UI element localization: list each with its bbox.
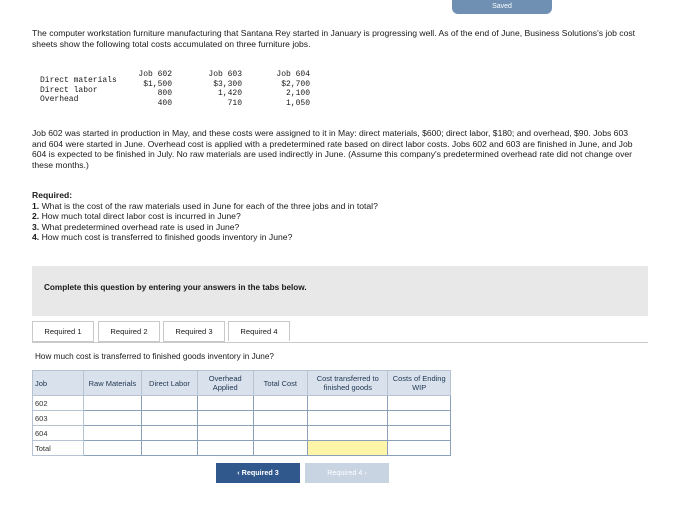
chevron-right-icon: › — [364, 468, 367, 477]
column-header: Job — [33, 371, 84, 396]
row-label: Direct materials — [40, 76, 117, 85]
required-item: 2. How much total direct labor cost is incurred in June? — [32, 211, 241, 221]
overhead-applied-input[interactable] — [197, 411, 253, 426]
direct-labor-input[interactable] — [142, 396, 198, 411]
tab-required-3[interactable]: Required 3 — [163, 321, 225, 342]
cost-value: 1,050 — [285, 98, 310, 108]
instruction-banner — [32, 266, 648, 316]
raw-materials-input[interactable] — [83, 396, 141, 411]
job-header: Job 604 — [276, 70, 310, 79]
cost-value: 400 — [157, 98, 172, 108]
cost-transferred-input[interactable] — [308, 411, 388, 426]
table-row — [33, 396, 451, 411]
cost-value: 710 — [227, 98, 242, 108]
row-label: Direct labor — [40, 85, 98, 95]
total-cost-input[interactable] — [253, 441, 308, 456]
cost-transferred-input[interactable] — [308, 396, 388, 411]
job-header: Job 602 — [138, 70, 172, 79]
cost-value: $1,500 — [143, 79, 172, 89]
instruction-text: Complete this question by entering your answers in the tabs below. — [44, 283, 307, 292]
job-details-paragraph: Job 602 was started in production in May, and these costs were assigned to it in May: direct materials, $600; direct labor, $180; and overhead, $90. Jobs 603 and 604 were started in June. Overhead cost is applied with a predetermined rate based on direct labor costs. Jobs 602 and 603 are finished in June, and Job 604 is expected to be finished in July. No raw materials are used indirectly in June. (Assume this company's predetermined overhead rate did not change over these months.) — [32, 128, 633, 170]
job-label: 604 — [33, 426, 84, 441]
table-row — [33, 426, 451, 441]
raw-materials-input[interactable] — [83, 411, 141, 426]
table-row — [33, 441, 451, 456]
column-header: Cost transferred to finished goods — [308, 371, 388, 396]
previous-tab-button[interactable]: ‹ Required 3 — [216, 463, 300, 483]
job-label: Total — [33, 441, 84, 456]
total-cost-input[interactable] — [253, 411, 308, 426]
cost-value: 1,420 — [217, 89, 242, 98]
problem-intro: The computer workstation furniture manufacturing that Santana Rey started in January is progressing well. As of the end of June, Business Solutions's job cost sheets show the following total costs accumulated on three furniture jobs. — [32, 28, 636, 49]
total-cost-input[interactable] — [253, 426, 308, 441]
required-tabs — [32, 316, 648, 342]
job-602-column — [132, 70, 172, 108]
ending-wip-input[interactable] — [388, 426, 451, 441]
ending-wip-input[interactable] — [388, 411, 451, 426]
cost-transferred-input[interactable] — [308, 441, 388, 456]
job-label: 603 — [33, 411, 84, 426]
table-row — [33, 411, 451, 426]
tab-required-1[interactable]: Required 1 — [32, 321, 94, 342]
overhead-applied-input[interactable] — [197, 396, 253, 411]
chevron-left-icon: ‹ — [237, 468, 240, 477]
cost-value: $2,700 — [281, 79, 310, 89]
column-header: Raw Materials — [83, 371, 141, 396]
cost-transferred-input[interactable] — [308, 426, 388, 441]
direct-labor-input[interactable] — [142, 411, 198, 426]
required-item: 4. How much cost is transferred to finished goods inventory in June? — [32, 232, 293, 242]
job-header: Job 603 — [208, 70, 242, 79]
raw-materials-input[interactable] — [83, 441, 141, 456]
answer-panel — [32, 342, 648, 471]
column-header: Overhead Applied — [197, 371, 253, 396]
cost-value: 2,100 — [285, 89, 310, 98]
row-label: Overhead — [40, 95, 79, 104]
cost-row-labels — [40, 76, 140, 105]
saved-status-badge: Saved — [452, 0, 552, 14]
column-header: Total Cost — [253, 371, 308, 396]
job-604-column — [266, 70, 310, 108]
job-label: 602 — [33, 396, 84, 411]
cost-value: 800 — [157, 89, 172, 98]
answer-table — [32, 370, 451, 456]
question-text: How much cost is transferred to finished goods inventory in June? — [35, 352, 274, 361]
required-item: 1. What is the cost of the raw materials used in June for each of the three jobs and in total? — [32, 200, 378, 211]
tab-required-4[interactable]: Required 4 — [228, 321, 290, 341]
next-tab-button[interactable]: Required 4 › — [305, 463, 389, 483]
direct-labor-input[interactable] — [142, 441, 198, 456]
total-cost-input[interactable] — [253, 396, 308, 411]
column-header: Direct Labor — [142, 371, 198, 396]
cost-value: $3,300 — [213, 79, 242, 89]
ending-wip-input[interactable] — [388, 441, 451, 456]
required-heading: Required: — [32, 190, 73, 200]
raw-materials-input[interactable] — [83, 426, 141, 441]
job-603-column — [198, 70, 242, 108]
tab-required-2[interactable]: Required 2 — [98, 321, 160, 342]
direct-labor-input[interactable] — [142, 426, 198, 441]
overhead-applied-input[interactable] — [197, 426, 253, 441]
ending-wip-input[interactable] — [388, 396, 451, 411]
required-item: 3. What predetermined overhead rate is used in June? — [32, 221, 240, 232]
column-header: Costs of Ending WIP — [388, 371, 451, 396]
overhead-applied-input[interactable] — [197, 441, 253, 456]
required-section — [32, 190, 644, 243]
